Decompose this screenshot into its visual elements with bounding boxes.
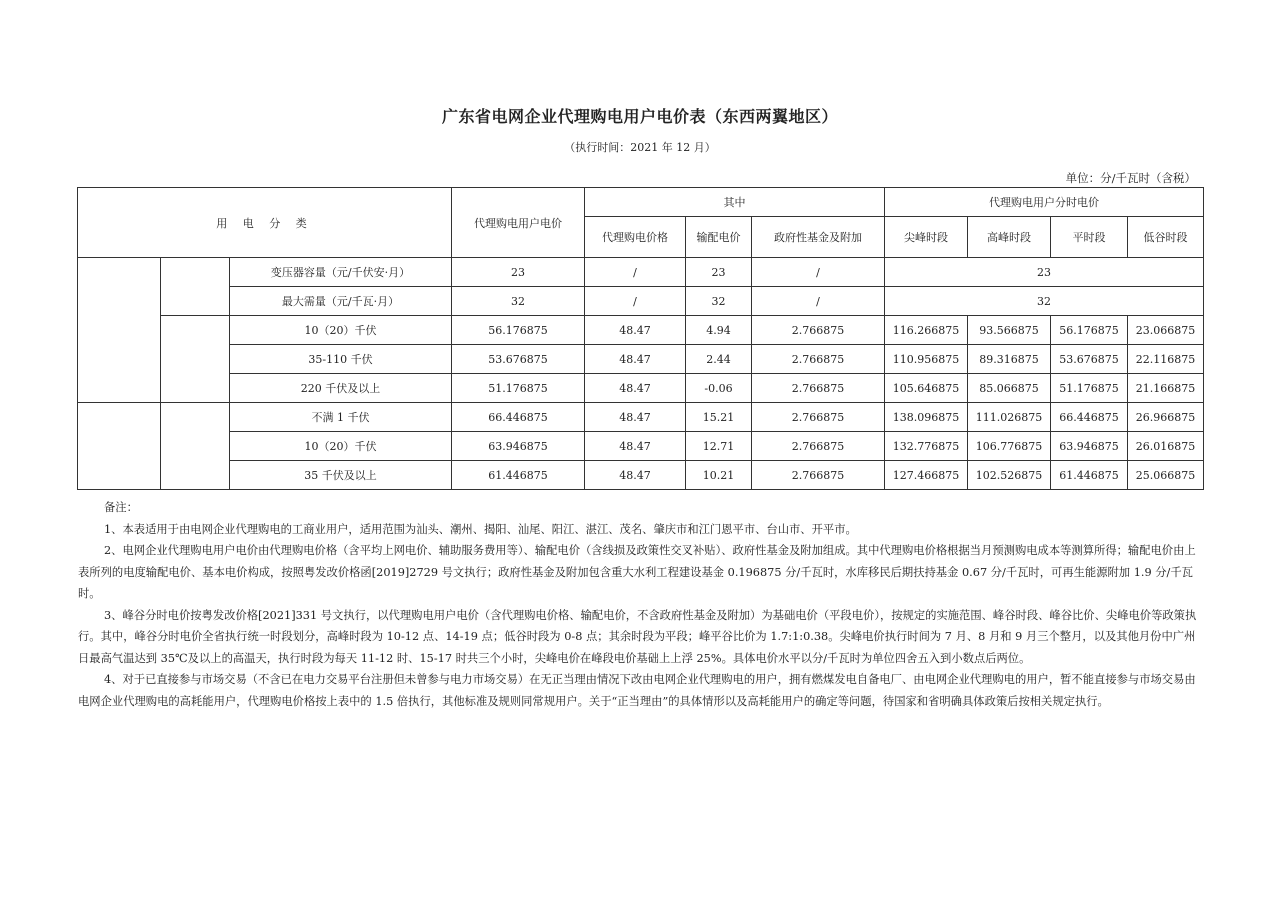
cell-agent: / [585, 287, 686, 316]
table-row [78, 461, 1204, 490]
row-label: 变压器容量（元/千伏安·月） [230, 258, 452, 287]
cell-flat: 61.446875 [1051, 461, 1128, 490]
cell-peak: 138.096875 [885, 403, 968, 432]
cell-fund: 2.766875 [752, 316, 885, 345]
table-row [78, 258, 1204, 287]
cell-fund: 2.766875 [752, 345, 885, 374]
cell-agent: 48.47 [585, 345, 686, 374]
header-government-fund: 政府性基金及附加 [752, 217, 885, 258]
cell-fund: 2.766875 [752, 432, 885, 461]
unit-label: 单位：分/千瓦时（含税） [1065, 171, 1196, 185]
cell-agent: 48.47 [585, 432, 686, 461]
cell-transmission: 2.44 [686, 345, 752, 374]
cell-low: 21.166875 [1128, 374, 1204, 403]
cell-price: 23 [452, 258, 585, 287]
header-high-period: 高峰时段 [968, 217, 1051, 258]
table-row [78, 316, 1204, 345]
cell-price: 63.946875 [452, 432, 585, 461]
cell-peak: 116.266875 [885, 316, 968, 345]
header-agent-purchase-price: 代理购电价格 [585, 217, 686, 258]
cell-transmission: 32 [686, 287, 752, 316]
cell-high: 102.526875 [968, 461, 1051, 490]
row-label: 最大需量（元/千瓦·月） [230, 287, 452, 316]
cell-transmission: 10.21 [686, 461, 752, 490]
header-agent-price: 代理购电用户电价 [452, 188, 585, 258]
header-row [78, 188, 1204, 217]
table-row [78, 374, 1204, 403]
cell-peak: 132.776875 [885, 432, 968, 461]
cell-tou-merged: 23 [885, 258, 1204, 287]
cell-agent: 48.47 [585, 374, 686, 403]
cell-peak: 127.466875 [885, 461, 968, 490]
cell-price: 53.676875 [452, 345, 585, 374]
cell-low: 25.066875 [1128, 461, 1204, 490]
cell-agent: 48.47 [585, 403, 686, 432]
header-transmission-price: 输配电价 [686, 217, 752, 258]
cell-price: 51.176875 [452, 374, 585, 403]
row-label: 220 千伏及以上 [230, 374, 452, 403]
cell-high: 106.776875 [968, 432, 1051, 461]
cell-agent: 48.47 [585, 461, 686, 490]
header-peak-period: 尖峰时段 [885, 217, 968, 258]
cell-fund: 2.766875 [752, 403, 885, 432]
price-table [77, 187, 1204, 490]
cell-transmission: -0.06 [686, 374, 752, 403]
cell-low: 23.066875 [1128, 316, 1204, 345]
note-item: 1、本表适用于由电网企业代理购电的工商业用户，适用范围为汕头、潮州、揭阳、汕尾、阳江、湛江、茂名、肇庆市和江门恩平市、台山市、开平市。 [104, 522, 857, 536]
table-row [78, 403, 1204, 432]
cell-transmission: 15.21 [686, 403, 752, 432]
cell-fund: / [752, 287, 885, 316]
cell-peak: 105.646875 [885, 374, 968, 403]
cell-low: 26.016875 [1128, 432, 1204, 461]
cell-fund: / [752, 258, 885, 287]
cell-high: 111.026875 [968, 403, 1051, 432]
row-label: 10（20）千伏 [230, 316, 452, 345]
cell-flat: 63.946875 [1051, 432, 1128, 461]
group-general-commercial [78, 403, 161, 490]
notes-section [78, 497, 1202, 712]
row-label: 35 千伏及以上 [230, 461, 452, 490]
table-row [78, 345, 1204, 374]
header-category: 用 电 分 类 [78, 188, 452, 258]
header-low-period: 低谷时段 [1128, 217, 1204, 258]
cell-fund: 2.766875 [752, 461, 885, 490]
cell-low: 22.116875 [1128, 345, 1204, 374]
cell-transmission: 12.71 [686, 432, 752, 461]
note-item: 3、峰谷分时电价按粤发改价格[2021]331 号文执行，以代理购电用户电价（含代理购电价格、输配电价，不含政府性基金及附加）为基础电价（平段电价），按规定的实施范围、峰谷时段、峰谷比价、尖峰电价等政策执行。其中，峰谷分时电价全省执行统一时段划分，高峰时段为 10-12 点、14-19 点；低谷时段为 0-8 点；其余时段为平段；峰平谷比价为 1.7:1:0.38。尖峰电价执行时间为 7 月、8 月和 9 月三个整月，以及其他月份中广州日最高气温达到 35℃及以上的高温天，执行时段为每天 11-12 时、15-17 时共三个小时，尖峰电价在峰段电价基础上上浮 25%。具体电价水平以分/千瓦时为单位四舍五入到小数点后两位。 [78, 608, 1197, 665]
cell-flat: 53.676875 [1051, 345, 1128, 374]
cell-agent: / [585, 258, 686, 287]
notes-heading: 备注： [104, 501, 138, 514]
group-basic-price [161, 258, 230, 316]
group-large-industry [78, 258, 161, 403]
cell-fund: 2.766875 [752, 374, 885, 403]
cell-flat: 51.176875 [1051, 374, 1128, 403]
group-energy-price [161, 316, 230, 403]
cell-transmission: 4.94 [686, 316, 752, 345]
table-row [78, 432, 1204, 461]
table-row [78, 287, 1204, 316]
header-tou-group: 代理购电用户分时电价 [885, 188, 1204, 217]
note-item: 2、电网企业代理购电用户电价由代理购电价格（含平均上网电价、辅助服务费用等）、输配电价（含线损及政策性交叉补贴）、政府性基金及附加组成。其中代理购电价格根据当月预测购电成本等测算所得；输配电价由上表所列的电度输配电价、基本电价构成，按照粤发改价格函[2019]2729 号文执行；政府性基金及附加包含重大水利工程建设基金 0.196875 分/千瓦时，水库移民后期扶持基金 0.67 分/千瓦时，可再生能源附加 1.9 分/千瓦时。 [78, 544, 1196, 600]
note-item: 4、对于已直接参与市场交易（不含已在电力交易平台注册但未曾参与电力市场交易）在无正当理由情况下改由电网企业代理购电的用户，拥有燃煤发电自备电厂、由电网企业代理购电的用户，暂不能直接参与市场交易由电网企业代理购电的高耗能用户，代理购电价格按上表中的 1.5 倍执行，其他标准及规则同常规用户。关于“正当理由”的具体情形以及高耗能用户的确定等问题，待国家和省明确具体政策后按相关规定执行。 [78, 673, 1196, 708]
cell-high: 89.316875 [968, 345, 1051, 374]
header-of-which: 其中 [585, 188, 885, 217]
cell-high: 93.566875 [968, 316, 1051, 345]
cell-low: 26.966875 [1128, 403, 1204, 432]
cell-high: 85.066875 [968, 374, 1051, 403]
cell-price: 56.176875 [452, 316, 585, 345]
cell-flat: 66.446875 [1051, 403, 1128, 432]
cell-flat: 56.176875 [1051, 316, 1128, 345]
header-flat-period: 平时段 [1051, 217, 1128, 258]
cell-price: 66.446875 [452, 403, 585, 432]
cell-tou-merged: 32 [885, 287, 1204, 316]
cell-agent: 48.47 [585, 316, 686, 345]
cell-transmission: 23 [686, 258, 752, 287]
cell-peak: 110.956875 [885, 345, 968, 374]
row-label: 10（20）千伏 [230, 432, 452, 461]
cell-price: 32 [452, 287, 585, 316]
document-title: 广东省电网企业代理购电用户电价表（东西两翼地区） [441, 107, 838, 126]
cell-price: 61.446875 [452, 461, 585, 490]
effective-date: （执行时间：2021 年 12 月） [564, 141, 716, 154]
row-label: 35-110 千伏 [230, 345, 452, 374]
group-energy-price [161, 403, 230, 490]
row-label: 不满 1 千伏 [230, 403, 452, 432]
